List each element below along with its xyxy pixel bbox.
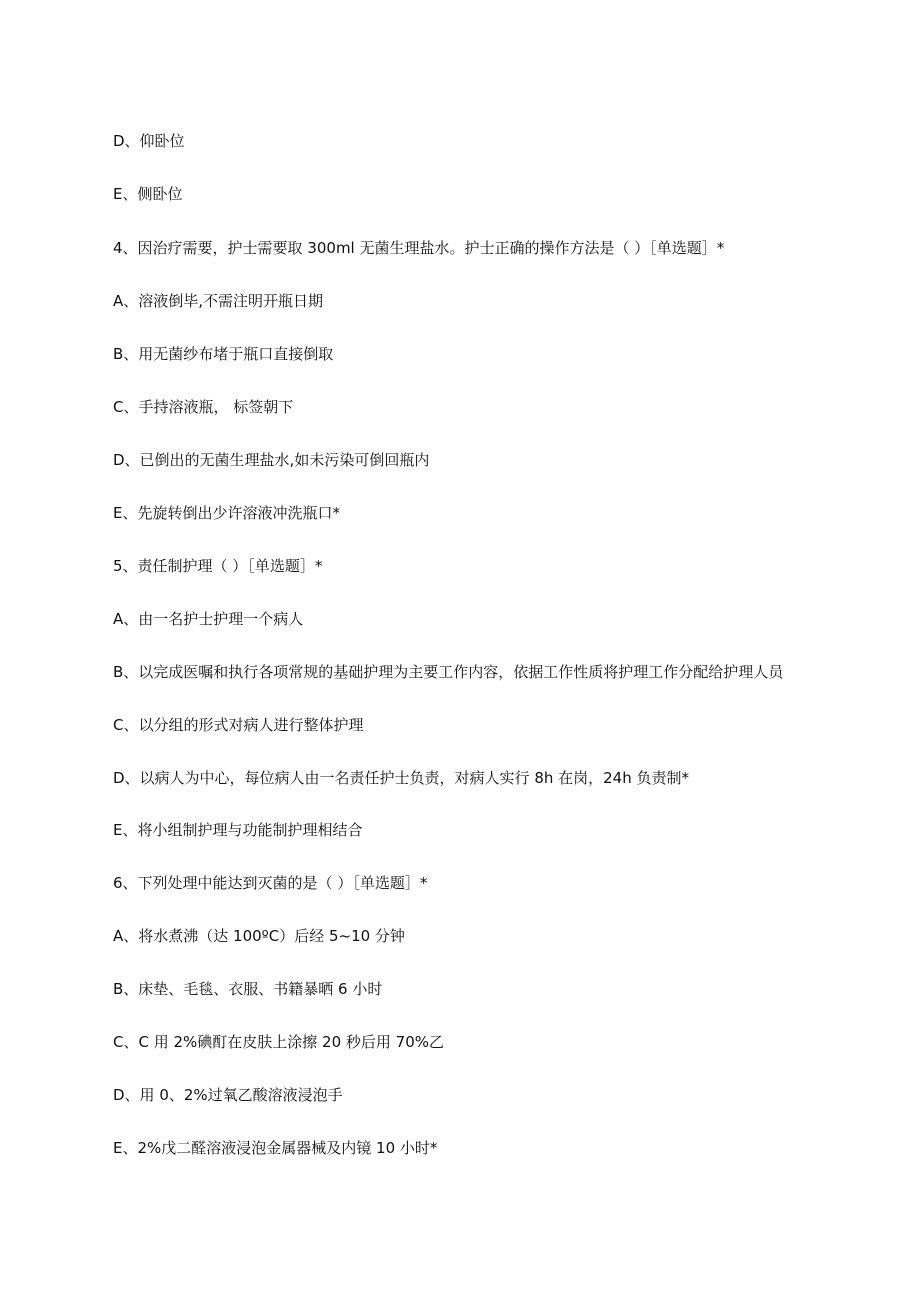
option-c-q4: C、手持溶液瓶， 标签朝下 [113,398,294,416]
question-4: 4、因治疗需要，护士需要取 300ml 无菌生理盐水。护士正确的操作方法是（ ）［单选题］* [113,239,725,257]
option-a-q4: A、溶液倒毕,不需注明开瓶日期 [113,292,324,310]
option-a-q5: A、由一名护士护理一个病人 [113,610,304,628]
option-b-q6: B、床垫、毛毯、衣服、书籍暴晒 6 小时 [113,980,383,998]
option-e-q3: E、侧卧位 [113,185,183,203]
option-e-q6: E、2%戊二醛溶液浸泡金属器械及内镜 10 小时* [113,1139,438,1157]
question-6: 6、下列处理中能达到灭菌的是（ ）［单选题］* [113,874,428,892]
option-d-q6: D、用 0、2%过氧乙酸溶液浸泡手 [113,1086,343,1104]
option-e-q5: E、将小组制护理与功能制护理相结合 [113,821,363,839]
option-a-q6: A、将水煮沸（达 100ºC）后经 5~10 分钟 [113,927,405,945]
option-b-q4: B、用无菌纱布堵于瓶口直接倒取 [113,345,334,363]
option-e-q4: E、先旋转倒出少许溶液冲洗瓶口* [113,504,340,522]
option-b-q5: B、以完成医嘱和执行各项常规的基础护理为主要工作内容，依据工作性质将护理工作分配给护理人员 [113,663,784,681]
option-d-q5: D、以病人为中心，每位病人由一名责任护士负责，对病人实行 8h 在岗，24h 负责制* [113,769,690,787]
option-c-q6: C、C 用 2%碘酊在皮肤上涂擦 20 秒后用 70%乙 [113,1033,445,1051]
option-d-q4: D、已倒出的无菌生理盐水,如未污染可倒回瓶内 [113,451,430,469]
question-5: 5、责任制护理（ ）［单选题］* [113,557,323,575]
option-d-q3: D、仰卧位 [113,132,185,150]
option-c-q5: C、以分组的形式对病人进行整体护理 [113,716,364,734]
